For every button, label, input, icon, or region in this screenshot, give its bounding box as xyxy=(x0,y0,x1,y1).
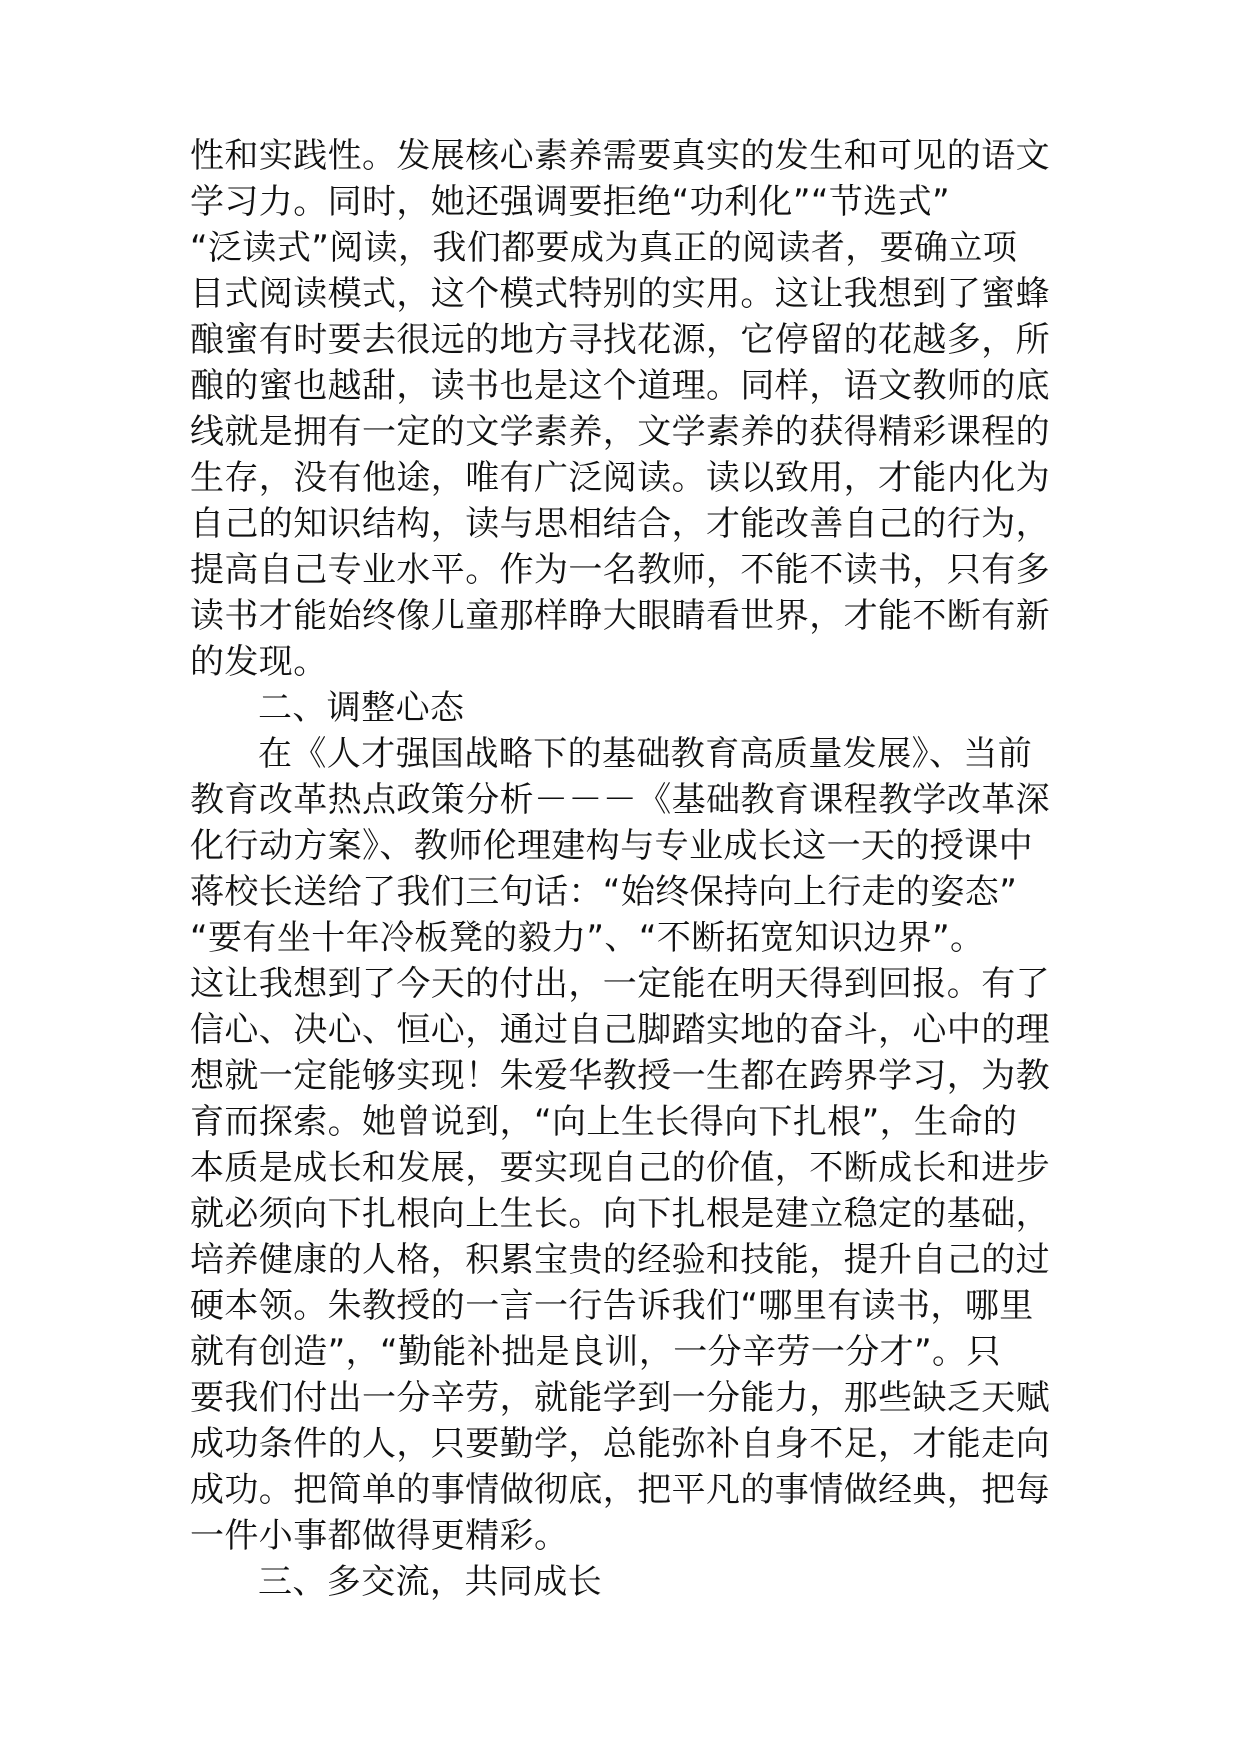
text-line: 就必须向下扎根向上生长。向下扎根是建立稳定的基础， xyxy=(190,1194,1050,1234)
text-line: 线就是拥有一定的文学素养，文学素养的获得精彩课程的 xyxy=(190,412,1050,452)
text-line: 的发现。 xyxy=(190,642,328,682)
text-line: 自己的知识结构，读与思相结合，才能改善自己的行为， xyxy=(190,504,1050,544)
text-line: 育而探索。她曾说到，“向上生长得向下扎根”，生命的 xyxy=(190,1102,1018,1142)
text-line: 要我们付出一分辛劳，就能学到一分能力，那些缺乏天赋 xyxy=(190,1378,1050,1418)
text-line: 性和实践性。发展核心素养需要真实的发生和可见的语文 xyxy=(190,136,1050,176)
section-heading-2: 二、调整心态 xyxy=(258,688,465,728)
text-line: “要有坐十年冷板凳的毅力”、“不断拓宽知识边界”。 xyxy=(190,918,985,958)
text-line: 本质是成长和发展，要实现自己的价值，不断成长和进步 xyxy=(190,1148,1050,1188)
text-line: 生存，没有他途，唯有广泛阅读。读以致用，才能内化为 xyxy=(190,458,1050,498)
text-line: 信心、决心、恒心，通过自己脚踏实地的奋斗，心中的理 xyxy=(190,1010,1050,1050)
text-line: 就有创造”，“勤能补拙是良训，一分辛劳一分才”。只 xyxy=(190,1332,1001,1372)
text-line: 化行动方案》、教师伦理建构与专业成长这一天的授课中 xyxy=(190,826,1033,866)
text-line: 酿蜜有时要去很远的地方寻找花源，它停留的花越多，所 xyxy=(190,320,1050,360)
text-line: 学习力。同时，她还强调要拒绝“功利化”“节选式” xyxy=(190,182,951,222)
text-line: 蒋校长送给了我们三句话：“始终保持向上行走的姿态” xyxy=(190,872,1018,912)
text-line: 培养健康的人格，积累宝贵的经验和技能，提升自己的过 xyxy=(190,1240,1050,1280)
body-text xyxy=(190,133,1070,1605)
text-line: 想就一定能够实现！朱爱华教授一生都在跨界学习，为教 xyxy=(190,1056,1050,1096)
text-line: 成功。把简单的事情做彻底，把平凡的事情做经典，把每 xyxy=(190,1470,1050,1510)
text-line: 目式阅读模式，这个模式特别的实用。这让我想到了蜜蜂 xyxy=(190,274,1050,314)
text-line: 酿的蜜也越甜，读书也是这个道理。同样，语文教师的底 xyxy=(190,366,1050,406)
text-line: 一件小事都做得更精彩。 xyxy=(190,1516,569,1556)
paragraph-start: 在《人才强国战略下的基础教育高质量发展》、当前 xyxy=(258,734,1033,774)
text-line: 提高自己专业水平。作为一名教师，不能不读书，只有多 xyxy=(190,550,1050,590)
text-line: “泛读式”阅读，我们都要成为真正的阅读者，要确立项 xyxy=(190,228,1018,268)
section-heading-3: 三、多交流，共同成长 xyxy=(258,1562,602,1602)
text-line: 教育改革热点政策分析－－－《基础教育课程教学改革深 xyxy=(190,780,1050,820)
text-line: 硬本领。朱教授的一言一行告诉我们“哪里有读书，哪里 xyxy=(190,1286,1034,1326)
text-line: 这让我想到了今天的付出，一定能在明天得到回报。有了 xyxy=(190,964,1050,1004)
text-line: 读书才能始终像儿童那样睁大眼睛看世界，才能不断有新 xyxy=(190,596,1050,636)
text-line: 成功条件的人，只要勤学，总能弥补自身不足，才能走向 xyxy=(190,1424,1050,1464)
